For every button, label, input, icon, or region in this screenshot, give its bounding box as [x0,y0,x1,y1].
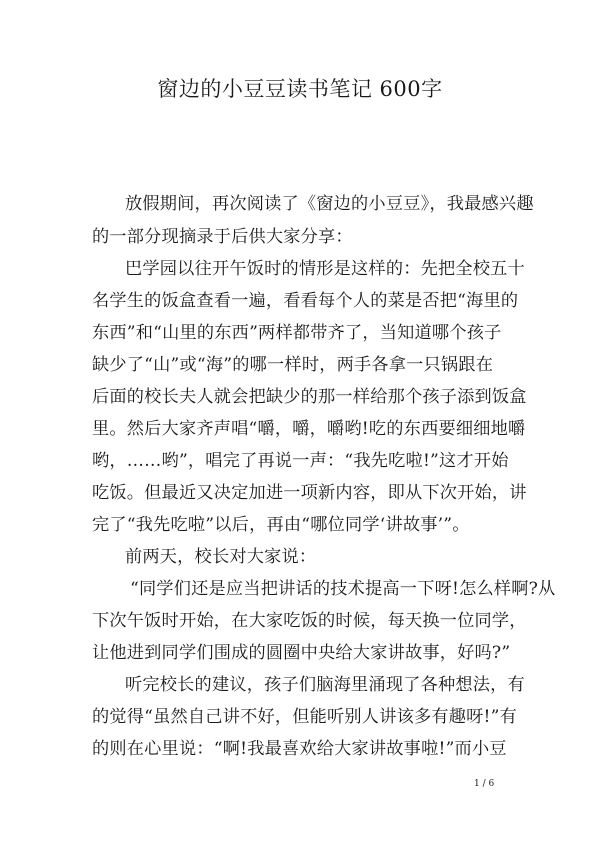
paragraph-line: 吃饭。但最近又决定加进一项新内容，即从下次开始，讲 [92,483,527,503]
paragraph-line: “同学们还是应当把讲话的技术提高一下呀!怎么样啊?从 [130,579,556,599]
paragraph-line: 完了“我先吃啦”以后，再由“哪位同学‘讲故事’”。 [92,515,470,535]
paragraph-line: 缺少了“山”或“海”的哪一样时，两手各拿一只锅跟在 [92,355,494,375]
paragraph-line: 后面的校长夫人就会把缺少的那一样给那个孩子添到饭盒 [92,387,527,407]
paragraph-line: 的一部分现摘录于后供大家分享： [92,227,353,247]
paragraph-line: 巴学园以往开午饭时的情形是这样的：先把全校五十 [125,259,525,279]
paragraph-line: 的觉得“虽然自己讲不好，但能听别人讲该多有趣呀!”有 [92,707,517,727]
paragraph-line: 哟，……哟”，唱完了再说一声：“我先吃啦!”这才开始 [92,451,509,471]
paragraph-line: 里。然后大家齐声唱“嚼，嚼，嚼哟!吃的东西要细细地嚼 [92,419,526,439]
paragraph-line: 下次午饭时开始，在大家吃饭的时候，每天换一位同学， [92,611,527,631]
paragraph-line: 听完校长的建议，孩子们脑海里涌现了各种想法，有 [125,675,525,695]
paragraph-line: 东西”和“山里的东西”两样都带齐了，当知道哪个孩子 [92,323,502,343]
paragraph-line: 让他进到同学们围成的圆圈中央给大家讲故事，好吗?” [92,643,511,663]
paragraph-line: 的则在心里说：“啊!我最喜欢给大家讲故事啦!”而小豆 [92,739,507,759]
paragraph-line: 名学生的饭盒查看一遍，看看每个人的菜是否把“海里的 [92,291,519,311]
paragraph-line: 放假期间，再次阅读了《窗边的小豆豆》，我最感兴趣 [125,194,534,214]
document-title: 窗边的小豆豆读书笔记 600字 [157,77,443,101]
paragraph-line: 前两天，校长对大家说： [125,547,317,567]
page-number: 1 / 6 [474,779,495,789]
